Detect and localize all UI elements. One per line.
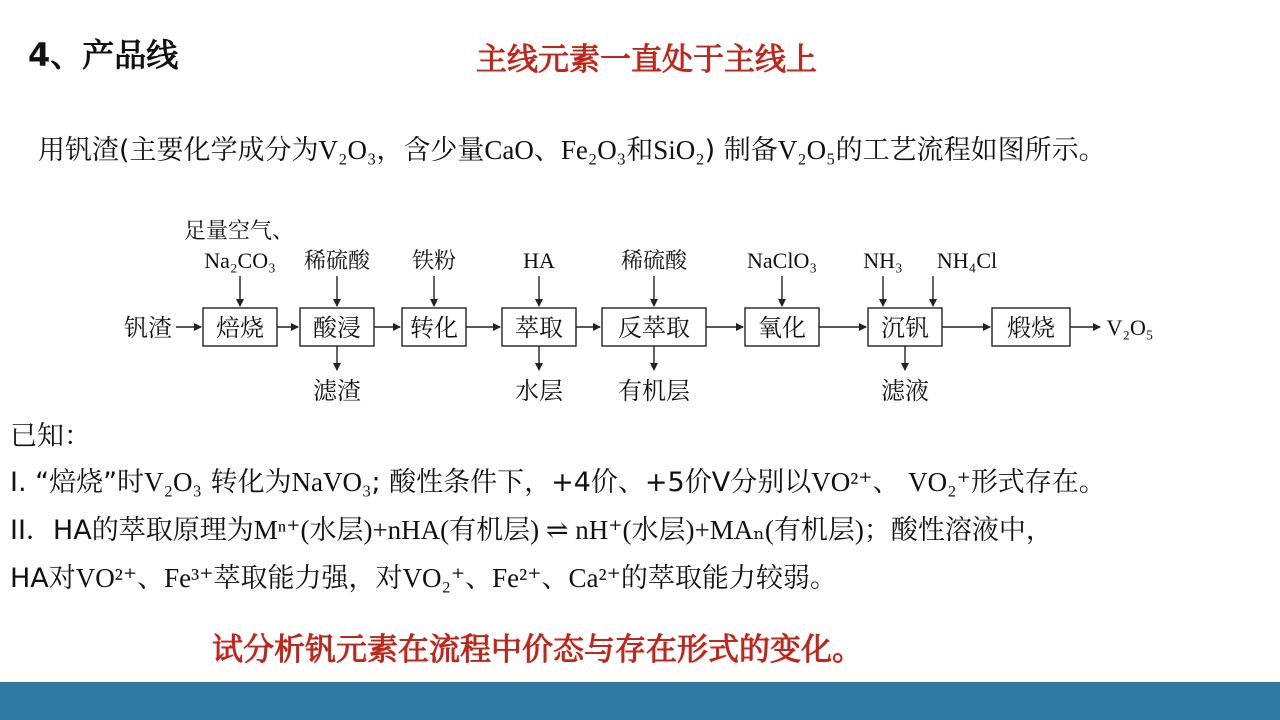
flow-end-label: V₂O₅	[1106, 315, 1154, 340]
known-i-text-2: 转化为	[201, 467, 292, 498]
flow-step-label: 氧化	[758, 314, 806, 342]
flow-input-label: 铁粉	[411, 249, 457, 274]
flow-step-label: 沉钒	[881, 314, 929, 342]
extraction-equation: Mⁿ⁺(水层)+nHA(有机层) ⇌ nH⁺(水层)+MAₙ(有机层)	[253, 515, 864, 545]
section-title: 4、产品线	[28, 36, 179, 74]
flow-output-label: 有机层	[618, 377, 690, 405]
flow-output-label: 滤渣	[313, 377, 361, 405]
known-ii-text-2: ；酸性溶液中，	[863, 515, 1053, 546]
flow-input-label: HA	[523, 248, 555, 273]
intro-text-2: ，含少量	[376, 135, 485, 166]
formula-v2o5: V₂O₅	[777, 135, 836, 165]
flow-input-label: 稀硫酸	[620, 249, 688, 274]
intro-text-3: 、	[533, 135, 561, 166]
flow-step-label: 转化	[410, 314, 458, 342]
known-item-ii-cont	[10, 556, 837, 595]
formula-fe2o3: Fe₂O₃	[560, 135, 627, 165]
ion-vo2-plus-pervanadyl: VO₂⁺	[908, 467, 971, 497]
flow-step-label: 反萃取	[618, 314, 690, 342]
known-label: 已知：	[10, 421, 91, 452]
intro-text-4: 和	[626, 135, 654, 166]
flow-input-label: NaClO₃	[747, 248, 817, 273]
known-item-ii	[10, 508, 1053, 547]
formula-v2o3: V₂O₃	[318, 135, 377, 165]
intro-text-5: ) 制备	[704, 135, 778, 166]
highlight-heading: 主线元素一直处于主线上	[476, 42, 817, 78]
intro-text-1: 用钒渣(主要化学成分为	[38, 135, 319, 166]
known-ii-text-1: II．HA的萃取原理为	[10, 515, 254, 546]
ions-weak-extraction: VO₂⁺、Fe²⁺、Ca²⁺	[402, 563, 621, 593]
formula-navo3: NaVO₃	[291, 467, 372, 497]
known-iii-text-1: HA对	[10, 563, 76, 594]
intro-paragraph	[38, 128, 1106, 167]
question-prompt: 试分析钒元素在流程中价态与存在形式的变化。	[212, 632, 863, 668]
flow-input-label: 足量空气、	[183, 219, 295, 244]
flow-input-label: NH₄Cl	[936, 248, 998, 273]
flow-step-label: 焙烧	[216, 314, 264, 342]
formula-cao: CaO	[484, 135, 534, 165]
footer-bar	[0, 682, 1280, 720]
flow-input-label: 稀硫酸	[303, 249, 371, 274]
known-i-text-5: 形式存在。	[970, 467, 1106, 498]
known-item-i	[10, 460, 1106, 499]
process-flow-diagram	[0, 200, 1280, 412]
flow-input-label: Na₂CO₃	[204, 248, 276, 273]
known-i-text-1: I. “焙烧”时	[10, 467, 145, 498]
intro-text-6: 的工艺流程如图所示。	[835, 135, 1106, 166]
flow-output-label: 水层	[515, 377, 563, 405]
flow-step-label: 酸浸	[313, 314, 361, 342]
known-i-text-3: ; 酸性条件下，+4价、+5价V分别以	[371, 467, 812, 498]
formula-sio2: SiO₂	[653, 135, 705, 165]
ions-strong-extraction: VO²⁺、Fe³⁺	[75, 563, 214, 593]
flow-input-label: NH₃	[863, 248, 903, 273]
flow-start-label: 钒渣	[124, 314, 172, 342]
known-iii-text-2: 萃取能力强，对	[213, 563, 403, 594]
ion-vo2-plus: VO²⁺	[811, 467, 873, 497]
known-i-text-4: 、	[872, 467, 909, 498]
flow-step-label: 萃取	[515, 314, 563, 342]
flow-step-label: 煅烧	[1007, 314, 1055, 342]
flow-output-label: 滤液	[881, 377, 929, 405]
formula-v2o3: V₂O₃	[144, 467, 202, 497]
known-iii-text-3: 的萃取能力较弱。	[620, 563, 837, 594]
